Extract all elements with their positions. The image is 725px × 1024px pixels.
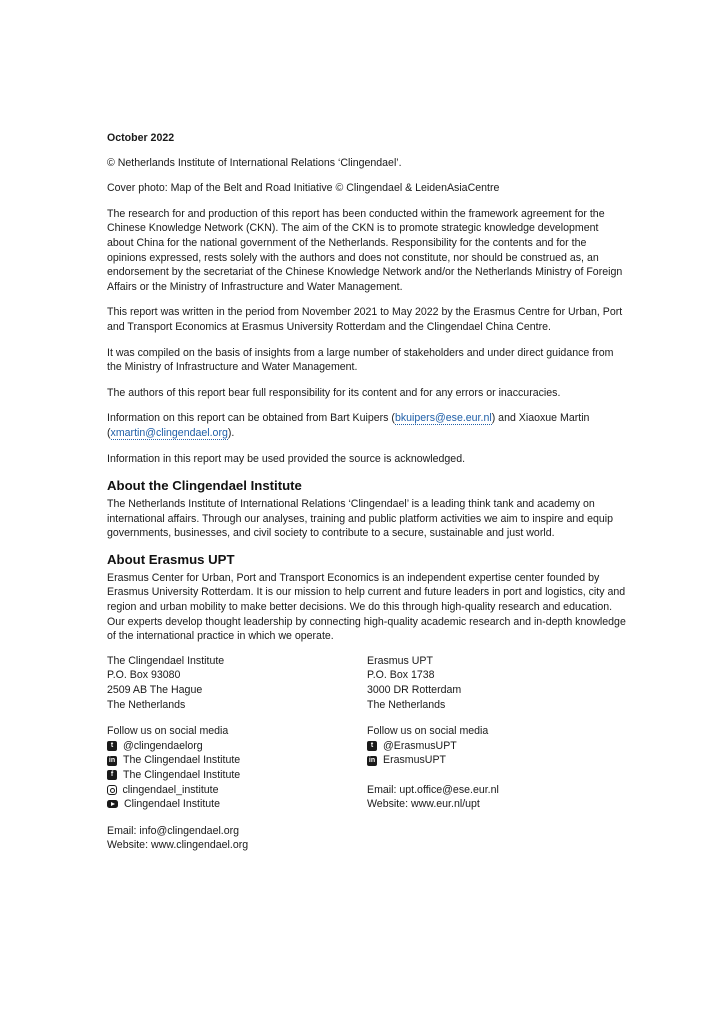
social-item-instagram[interactable] [107,783,367,798]
social-handle: The Clingendael Institute [123,769,241,781]
erasmus-email: Email: upt.office@ese.eur.nl [367,783,499,796]
follow-label: Follow us on social media [367,725,489,738]
about-clingendael-section [107,477,627,541]
address-line: P.O. Box 1738 [367,669,435,682]
social-item-linkedin[interactable] [367,753,627,768]
youtube-icon [107,800,118,808]
facebook-icon: f [107,770,117,780]
social-handle: @clingendaelorg [123,739,203,752]
cover-photo-credit: Cover photo: Map of the Belt and Road Initiative © Clingendael & LeidenAsiaCentre [107,182,500,195]
follow-label: Follow us on social media [107,725,229,738]
compiled-paragraph: It was compiled on the basis of insights from a large number of stakeholders and under direct guidance from the Ministry of Infrastructure and Water Management. [107,346,614,374]
address-line: 3000 DR Rotterdam [367,684,462,697]
instagram-icon [107,785,117,795]
address-line: 2509 AB The Hague [107,684,203,697]
date: October 2022 [107,132,175,144]
address-line: P.O. Box 93080 [107,669,181,682]
info-suffix: ). [227,426,235,439]
usage-paragraph: Information in this report may be used provided the source is acknowledged. [107,452,466,465]
responsibility-paragraph: The authors of this report bear full responsibility for its content and for any errors or inaccuracies. [107,386,561,399]
social-handle: ErasmusUPT [383,754,446,767]
social-item-linkedin[interactable] [107,753,367,768]
contact-info-paragraph [107,411,627,440]
twitter-icon: t [107,741,117,751]
linkedin-icon: in [108,756,116,764]
colophon [107,131,627,853]
info-middle: ) and Xiaoxue Martin ( [107,412,590,439]
address-line: Erasmus UPT [367,654,433,667]
social-handle: clingendael_institute [122,783,219,796]
clingendael-contact [107,654,367,853]
about-erasmus-text: Erasmus Center for Urban, Port and Transport Economics is an independent expertise center founded by Erasmus University Rotterdam. It is our mission to help current and future leaders in port and logistics, city and region and urban mobility to make better decisions. We do this through high-quality research and education. Our experts develop thought leadership by connecting high-quality academic research and in-depth knowledge of the international practice in which we operate. [107,571,626,643]
erasmus-contact [367,654,627,853]
address-line: The Netherlands [367,698,446,711]
copyright: © Netherlands Institute of International Relations ‘Clingendael’. [107,156,402,169]
contact-columns [107,654,627,853]
about-erasmus-heading: About Erasmus UPT [107,551,235,567]
erasmus-address [367,654,627,712]
social-item-twitter[interactable] [367,739,627,754]
clingendael-website: Website: www.clingendael.org [107,839,249,852]
email-link-martin[interactable]: xmartin@clingendael.org [110,426,228,439]
twitter-icon: t [367,741,377,751]
address-line: The Clingendael Institute [107,654,225,667]
erasmus-website: Website: www.eur.nl/upt [367,798,480,811]
research-paragraph: The research for and production of this report has been conducted within the framework agreement for the Chinese Knowledge Network (CKN). The aim of the CKN is to promote strategic knowledge development about China for the national government of the Netherlands. Responsibility for the contents and for the opinions expressed, rests solely with the authors and does not constitute, nor should be construed as, an endorsement by the secretariat of the Chinese Knowledge Network and/or the Netherlands Ministry of Foreign Affairs or the Ministry of Infrastructure and Water Management. [107,207,623,293]
about-erasmus-section [107,551,627,644]
clingendael-social [107,724,367,812]
clingendael-email: Email: info@clingendael.org [107,824,240,837]
info-prefix: Information on this report can be obtained from Bart Kuipers ( [107,412,395,425]
period-paragraph: This report was written in the period from November 2021 to May 2022 by the Erasmus Centre for Urban, Port and Transport Economics at Erasmus University Rotterdam and the Clingendael China Centre. [107,306,623,333]
social-item-twitter[interactable] [107,739,367,754]
social-item-youtube[interactable] [107,797,367,812]
social-item-facebook[interactable] [107,768,367,783]
address-line: The Netherlands [107,698,186,711]
linkedin-icon: in [368,756,376,764]
social-handle: @ErasmusUPT [383,739,457,752]
clingendael-address [107,654,367,712]
spacer [367,768,627,783]
email-link-kuipers[interactable]: bkuipers@ese.eur.nl [394,412,492,425]
erasmus-social [367,724,627,812]
about-clingendael-heading: About the Clingendael Institute [107,478,302,494]
social-handle: Clingendael Institute [124,798,220,811]
about-clingendael-text: The Netherlands Institute of International Relations ‘Clingendael’ is a leading think tank and academy on international affairs. Through our analyses, training and public platform activities we aim to inspire and equip governments, businesses, and civil society to contribute to a secure, sustainable and just world. [107,498,614,540]
social-handle: The Clingendael Institute [123,754,241,767]
